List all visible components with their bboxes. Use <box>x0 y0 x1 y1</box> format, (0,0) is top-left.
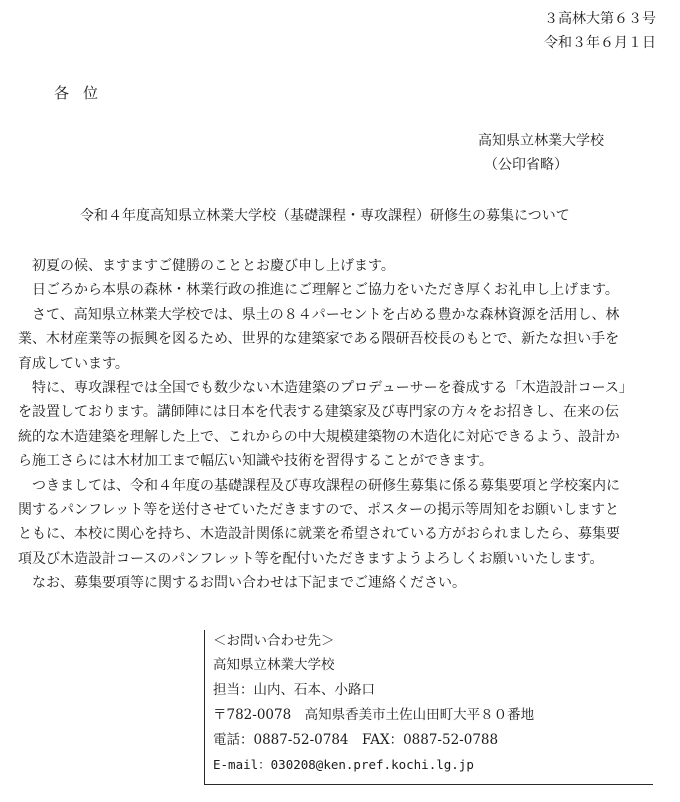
body-line: ともに、本校に関心を持ち、木造設計関係に就業を希望されている方がおられましたら、募集要 <box>18 526 620 543</box>
contact-address: 〒782-0078 高知県香美市土佐山田町大平８０番地 <box>213 707 535 723</box>
letter-body <box>18 254 664 595</box>
body-line: なお、募集要項等に関するお問い合わせは下記までご連絡ください。 <box>18 575 466 592</box>
contact-box <box>204 630 653 785</box>
body-line: 関するパンフレット等を送付させていただきますので、ポスターの掲示等周知をお願いしますと <box>18 501 620 518</box>
body-line: さて、高知県立林業大学校では、県土の８４パーセントを占める豊かな森林資源を活用し、林 <box>18 306 620 323</box>
body-line: 育成しています。 <box>18 355 129 372</box>
contact-phone-fax: 電話：0887-52-0784 FAX：0887-52-0788 <box>213 732 499 748</box>
body-line: ら施工さらには木材加工まで幅広い知識や技術を習得することができます。 <box>18 453 493 470</box>
document-date: 令和３年６月１日 <box>544 35 656 51</box>
contact-email[interactable]: E-mail：030208@ken.pref.kochi.lg.jp <box>213 757 474 772</box>
document-number: ３高林大第６３号 <box>544 11 656 27</box>
contact-heading: ＜お問い合わせ先＞ <box>213 633 335 649</box>
body-line: を設置しております。講師陣には日本を代表する建築家及び専門家の方々をお招きし、在来の伝 <box>18 404 619 421</box>
addressee: 各位 <box>54 84 113 102</box>
body-line: 統的な木造建築を理解した上で、これからの中大規模建築物の木造化に対応できるよう、設計か <box>18 428 620 445</box>
body-line: 項及び木造設計コースのパンフレット等を配付いただきますようよろしくお願いいたします。 <box>18 550 604 567</box>
body-line: 特に、専攻課程では全国でも数少ない木造建築のプロデューサーを養成する「木造設計コース」 <box>18 379 633 396</box>
body-line: 業、木材産業等の振興を図るため、世界的な建築家である隈研吾校長のもとで、新たな担い手を <box>18 331 620 348</box>
body-line: 日ごろから本県の森林・林業行政の推進にご理解とご協力をいただき厚くお礼申し上げます。 <box>18 282 619 299</box>
body-line: つきましては、令和４年度の基礎課程及び専攻課程の研修生募集に係る募集要項と学校案内に <box>18 477 620 494</box>
contact-staff: 担当：山内、石本、小路口 <box>213 682 375 698</box>
subject-line: 令和４年度高知県立林業大学校（基礎課程・専攻課程）研修生の募集について <box>80 208 570 224</box>
sender-seal-note: （公印省略） <box>484 157 568 173</box>
body-line: 初夏の候、ますますご健勝のこととお慶び申し上げます。 <box>18 258 395 274</box>
sender-name: 高知県立林業大学校 <box>478 133 604 149</box>
contact-organization: 高知県立林業大学校 <box>213 657 335 673</box>
